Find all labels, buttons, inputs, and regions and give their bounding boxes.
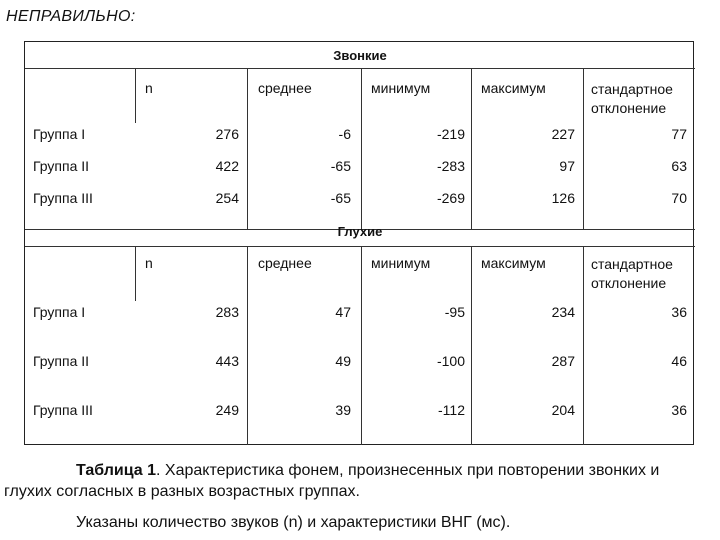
table-cell: 70 <box>671 190 687 206</box>
table-cell: 283 <box>215 304 239 320</box>
table-cell: -269 <box>436 190 465 206</box>
divider <box>471 68 472 229</box>
table-cell: -112 <box>438 402 465 418</box>
column-header: стандартное отклонение <box>591 81 673 116</box>
divider <box>583 246 584 445</box>
row-label: Группа III <box>33 402 93 418</box>
table-cell: 276 <box>215 126 239 142</box>
table-cell: 47 <box>335 304 351 320</box>
table-cell: 234 <box>551 304 575 320</box>
table-cell: 36 <box>671 304 687 320</box>
section-title-voiceless: Глухие <box>337 224 383 239</box>
table-cell: 63 <box>671 158 687 174</box>
divider <box>25 246 695 247</box>
table-cell: 39 <box>335 402 351 418</box>
table-note: Указаны количество звуков (n) и характеристики ВНГ (мс). <box>76 514 511 531</box>
divider <box>361 68 362 229</box>
table-cell: -95 <box>444 304 465 320</box>
column-header: минимум <box>371 80 431 96</box>
table-cell: -65 <box>330 190 351 206</box>
column-header: максимум <box>481 80 546 96</box>
column-header: максимум <box>481 255 546 271</box>
table-cell: 227 <box>551 126 575 142</box>
divider <box>25 68 695 69</box>
table-cell: -283 <box>436 158 465 174</box>
caption-text: . Характеристика фонем, произнесенных при повторении звонких и глухих согласных в разных возрастных группах. <box>4 462 660 500</box>
row-label: Группа I <box>33 126 86 142</box>
table-cell: 249 <box>215 402 239 418</box>
row-label: Группа I <box>33 304 86 320</box>
table-cell: 287 <box>551 353 575 369</box>
divider <box>247 246 248 445</box>
row-label: Группа III <box>33 190 93 206</box>
table-cell: 204 <box>551 402 575 418</box>
table-cell: -100 <box>436 353 465 369</box>
column-header: минимум <box>371 255 431 271</box>
table-cell: 443 <box>215 353 239 369</box>
caption-label: Таблица 1 <box>76 462 157 479</box>
table-cell: -219 <box>436 126 465 142</box>
table-cell: 49 <box>335 353 351 369</box>
divider <box>135 246 136 301</box>
divider <box>583 68 584 229</box>
divider <box>361 246 362 445</box>
column-header: n <box>145 80 153 96</box>
stats-table <box>24 41 694 445</box>
table-caption <box>4 460 704 502</box>
row-label: Группа II <box>33 158 90 174</box>
row-label: Группа II <box>33 353 90 369</box>
column-header: среднее <box>258 80 312 96</box>
table-cell: 77 <box>671 126 687 142</box>
table-cell: 254 <box>215 190 239 206</box>
page-heading: НЕПРАВИЛЬНО: <box>6 8 136 25</box>
table-cell: -6 <box>338 126 351 142</box>
column-header: стандартное отклонение <box>591 256 673 291</box>
table-cell: 126 <box>551 190 575 206</box>
column-header: n <box>145 255 153 271</box>
table-cell: 46 <box>671 353 687 369</box>
table-cell: 422 <box>215 158 239 174</box>
divider <box>471 246 472 445</box>
section-title-voiced: Звонкие <box>333 48 387 63</box>
table-cell: 97 <box>559 158 575 174</box>
table-cell: 36 <box>671 402 687 418</box>
table-cell: -65 <box>330 158 351 174</box>
divider <box>247 68 248 229</box>
column-header: среднее <box>258 255 312 271</box>
divider <box>135 68 136 123</box>
